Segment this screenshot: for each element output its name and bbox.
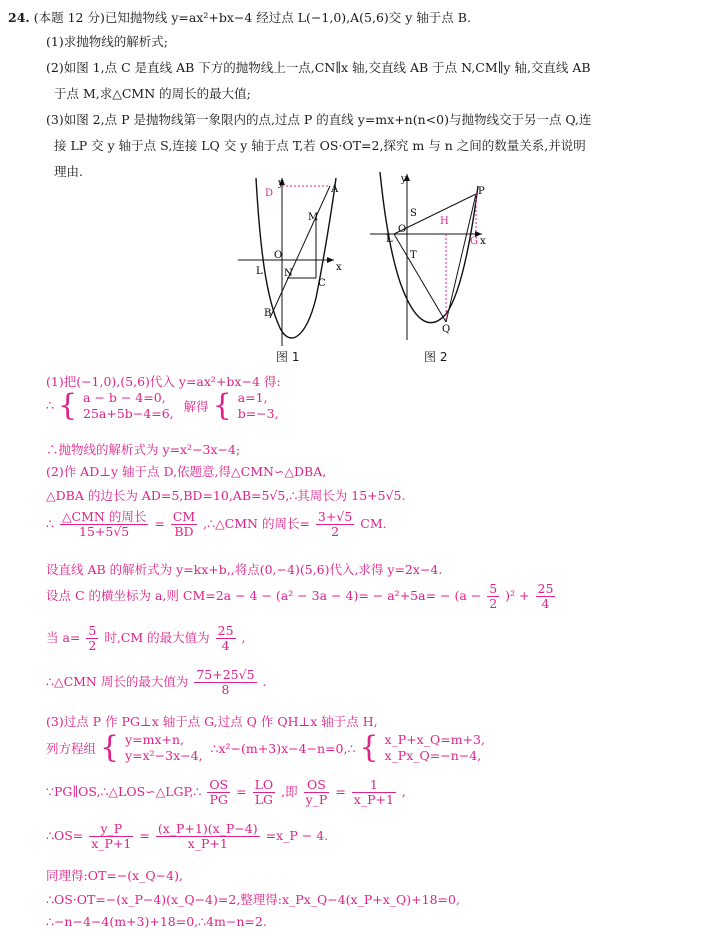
s12-eq1: y=mx+n, [125,732,185,747]
solution-6 [46,510,387,539]
figure-2-caption: 图 2 [424,350,448,364]
problem-intro: (本题 12 分)已知抛物线 y=ax²+bx−4 经过点 L(−1,0),A(5,6)交 y 轴于点 B. [33,10,471,25]
s8-mid: )² + [505,588,530,603]
fig2-label-y: y [401,174,407,185]
s10-den: 8 [221,682,230,697]
fig1-label-b: B [264,308,272,319]
s8-num2: 25 [537,581,554,596]
s12-eq2: y=x²−3x−4, [125,748,203,763]
s14-text: ∴OS= [46,828,84,843]
solution-10 [46,668,267,697]
solution-3: ∴抛物线的解析式为 y=x²−3x−4; [46,442,241,457]
fig1-label-d: D [265,188,274,199]
s13-num2: LO [254,777,274,792]
s13-num1: OS [209,777,229,792]
solution-1: (1)把(−1,0),(5,6)代入 y=ax²+bx−4 得: [46,374,281,389]
fig1-label-c: C [318,278,326,289]
eq-2: 25a+5b−4=6, [83,406,174,421]
solution-15: 同理得:OT=−(x_Q−4), [46,868,183,883]
s6-num2: CM [172,509,196,524]
s10-tail: . [262,674,267,689]
fig2-label-g: G [470,236,478,247]
solution-2-therefore: ∴ [46,397,54,413]
figure-2 [370,172,488,342]
solution-13 [46,778,406,807]
s6-den3: 2 [331,524,340,539]
sol-b: b=−3, [237,406,279,421]
problem-part3-line3: 理由. [54,164,83,179]
s12-vieta1: x_P+x_Q=m+3, [384,732,485,747]
fig2-label-p: P [478,186,485,197]
s13-eq1: = [236,784,247,799]
s9-den2: 4 [221,638,230,653]
solution-4: (2)作 AD⊥y 轴于点 D,依题意,得△CMN∽△DBA, [46,464,327,479]
s9-num2: 25 [217,623,234,638]
s14-num1: y_P [89,822,133,837]
s12-label: 列方程组 [46,741,97,756]
problem-part2-line1: (2)如图 1,点 C 是直线 AB 下方的抛物线上一点,CN∥x 轴,交直线 AB 于点 N,CM∥y 轴,交直线 AB [46,60,591,75]
s8-num1: 5 [489,581,498,596]
fig2-label-s: S [410,208,417,219]
s14-eq: = [139,828,150,843]
s9-tail: , [241,630,246,645]
fig1-label-m: M [308,212,319,223]
s13-num4: 1 [352,778,396,793]
s13-num3: OS [304,778,330,793]
s14-tail: =x_P − 4. [265,828,329,843]
s10-num: 75+25√5 [196,667,255,682]
figure-1 [238,178,348,346]
problem-number: 24. [8,10,30,25]
s9-mid: 时,CM 的最大值为 [104,630,210,645]
s8-den2: 4 [541,596,550,611]
fig2-label-l: L [386,234,393,245]
fig1-label-x: x [336,262,342,273]
s13-mid: ,即 [281,784,298,799]
solution-12: 列方程组 { y=mx+n, y=x²−3x−4, ∴x²−(m+3)x−4−n=0,∴ { x_P+x_Q=m+3, x_Px_Q=−n−4, [46,730,485,765]
s6-therefore: ∴ [46,516,54,531]
solution-5: △DBA 的边长为 AD=5,BD=10,AB=5√5,∴其周长为 15+5√5. [46,488,406,503]
eq-1: a − b − 4=0, [83,390,166,405]
problem-part1: (1)求抛物线的解析式; [46,34,168,49]
solution-2: ∴ { a − b − 4=0, 25a+5b−4=6, 解得 { a=1, b=−3, [46,388,279,423]
solution-14 [46,822,328,851]
s6-num1: △CMN 的周长 [61,509,147,524]
fig2-label-h: H [440,216,449,227]
s13-den3: y_P [305,792,328,807]
s14-den2: x_P+1 [187,836,228,851]
s6-text: ,∴△CMN 的周长= [203,516,310,531]
fig2-label-o: O [398,224,407,235]
fig2-label-q: Q [442,324,451,335]
fig1-label-o: O [274,250,283,261]
fig1-label-l: L [256,266,263,277]
s6-num3: 3+√5 [317,509,353,524]
solution-17: ∴−n−4−4(m+3)+18=0,∴4m−n=2. [46,914,267,929]
s10-text: ∴△CMN 周长的最大值为 [46,674,189,689]
solution-8 [46,582,557,611]
s8-den1: 2 [489,596,498,611]
s6-eq: = [154,516,165,531]
s9-num1: 5 [88,623,97,638]
s6-tail: CM. [360,516,387,531]
sol-a: a=1, [237,390,268,405]
s14-den1: x_P+1 [91,836,132,851]
s13-eq2: = [335,784,346,799]
problem-part3-line2: 接 LP 交 y 轴于点 S,连接 LQ 交 y 轴于点 T,若 OS·OT=2,探究 m 与 n 之间的数量关系,并说明 [54,138,586,153]
s13-den4: x_P+1 [353,792,394,807]
s14-num2: (x_P+1)(x_P−4) [157,821,258,836]
s13-den2: LG [254,792,273,807]
fig1-label-y: y [278,178,284,189]
solution-7: 设直线 AB 的解析式为 y=kx+b,,将点(0,−4)(5,6)代入,求得 y=2x−4. [46,562,443,577]
fig2-label-t: T [410,250,417,261]
s13-den1: PG [209,792,228,807]
s9-den1: 2 [88,638,97,653]
figure-1-caption: 图 1 [276,350,300,364]
s12-vieta2: x_Px_Q=−n−4, [384,748,482,763]
problem-part3-line1: (3)如图 2,点 P 是抛物线第一象限内的点,过点 P 的直线 y=mx+n(n<0)与抛物线交于另一点 Q,连 [46,112,592,127]
s6-den1: 15+5√5 [79,524,130,539]
s8-text: 设点 C 的横坐标为 a,则 CM=2a − 4 − (a² − 3a − 4)= − a²+5a= − (a − [46,588,482,603]
s13-tail: , [401,784,406,799]
problem-part2-line2: 于点 M,求△CMN 的周长的最大值; [54,86,251,101]
problem-header [8,8,471,26]
solution-11: (3)过点 P 作 PG⊥x 轴于点 G,过点 Q 作 QH⊥x 轴于点 H, [46,714,378,729]
solve-label: 解得 [183,399,209,414]
solution-9 [46,624,246,653]
fig2-label-x: x [480,236,486,247]
fig1-label-a: A [331,184,339,195]
s13-text: ∵PG∥OS,∴△LOS∽△LGP,∴ [46,784,202,799]
s12-mid: ∴x²−(m+3)x−4−n=0,∴ [210,740,356,756]
solution-16: ∴OS·OT=−(x_P−4)(x_Q−4)=2,整理得:x_Px_Q−4(x_P+x_Q)+18=0, [46,892,460,907]
fig1-label-n: N [284,268,293,279]
s9-text: 当 a= [46,630,81,645]
s6-den2: BD [174,524,194,539]
